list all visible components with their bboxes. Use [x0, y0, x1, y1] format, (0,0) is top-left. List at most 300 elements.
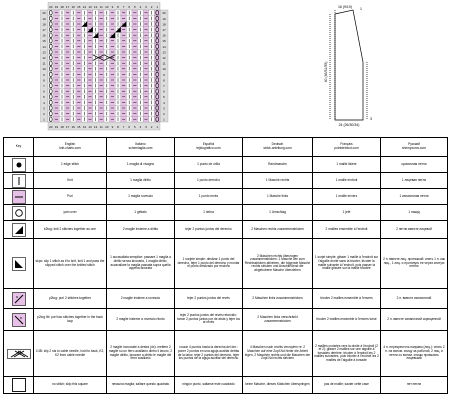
- chart-cell: [154, 72, 160, 78]
- chart-cell: [54, 66, 60, 72]
- chart-cell: [82, 38, 88, 44]
- cell-de: 2 Maschen links zusammenstricken: [243, 289, 313, 309]
- chart-cell: [82, 16, 88, 22]
- cell-ru: 1 накид: [381, 205, 448, 221]
- chart-cell: [93, 105, 99, 111]
- cell-en: C4B: slip 2 sts to cable needle, hold to back, K2, K2 from cable needle: [34, 331, 107, 377]
- col-number-top: 5: [133, 5, 136, 9]
- chart-cell: [143, 32, 149, 38]
- chart-cell: [138, 55, 144, 61]
- chart-cell: [149, 49, 155, 55]
- cell-en: p2tog: purl 2 stitches together: [34, 289, 107, 309]
- chart-cell: [132, 49, 138, 55]
- row-number-right: 3: [163, 106, 165, 111]
- chart-cell: [54, 49, 60, 55]
- chart-cell: [138, 32, 144, 38]
- cell-en: Purl: [34, 189, 107, 205]
- chart-cell: [132, 55, 138, 61]
- chart-cell: [149, 66, 155, 72]
- cell-fr: 1 maille envers: [313, 189, 381, 205]
- header-deutsch: Deutsch strick-anleitung.com: [243, 138, 313, 157]
- cell-it: 2 maglie insieme a diritto: [107, 221, 175, 239]
- chart-cell: [76, 60, 82, 66]
- chart-cell: [138, 10, 144, 16]
- col-number-bottom: 4: [139, 125, 142, 129]
- col-number-bottom: 17: [65, 125, 70, 129]
- cell-fr: 1 jeté: [313, 205, 381, 221]
- chart-cell: [54, 16, 60, 22]
- row-number-left: 7: [43, 84, 45, 88]
- row-number-left: 5: [43, 95, 45, 100]
- chart-cell: [149, 100, 155, 106]
- chart-cell: [54, 21, 60, 27]
- p2tog-icon: [4, 289, 34, 309]
- chart-cell: [70, 21, 76, 27]
- chart-cell: [154, 94, 160, 100]
- chart-cell: [59, 88, 65, 94]
- chart-cell: [104, 27, 110, 33]
- header-english: English knit-charts.com: [34, 138, 107, 157]
- col-number-top: 18: [60, 5, 64, 9]
- chart-cell: [65, 32, 71, 38]
- chart-cell: [126, 16, 132, 22]
- chart-cell: [48, 16, 54, 22]
- chart-cell: [138, 60, 144, 66]
- chart-cell: [149, 38, 155, 44]
- chart-cell: [126, 94, 132, 100]
- chart-cell: [104, 21, 110, 27]
- chart-cell: [104, 88, 110, 94]
- header-espanol: Español tejidografico.com: [175, 138, 243, 157]
- cell-de: keine Masche, dieses Kästchen überspringen: [243, 377, 313, 394]
- chart-cell: [132, 77, 138, 83]
- chart-cell: [59, 111, 65, 117]
- row-number-left: 17: [42, 28, 46, 32]
- chart-cell: [70, 100, 76, 106]
- chart-cell: [115, 105, 121, 111]
- chart-cell: [115, 66, 121, 72]
- chart-cell: [87, 55, 93, 61]
- chart-cell: [70, 111, 76, 117]
- cell-de: 4 Maschen nach rechts verzopfen re: 2 Maschen auf eine Zopf-Nd hinter die Arbeit legen, 2 Maschen rechts und die Maschen der Zopf-Nd rechts stricken: [243, 331, 313, 377]
- col-number-top: 4: [139, 5, 142, 9]
- chart-cell: [54, 27, 60, 33]
- chart-cell: [98, 44, 104, 50]
- chart-cell: [54, 105, 60, 111]
- chart-cell: [126, 66, 132, 72]
- chart-cell: [138, 21, 144, 27]
- chart-cell: [82, 44, 88, 50]
- chart-cell: [59, 100, 65, 106]
- col-number-top: 20: [49, 5, 53, 9]
- col-number-top: 6: [128, 5, 131, 9]
- col-number-top: 15: [77, 5, 81, 9]
- chart-cell: [76, 32, 82, 38]
- chart-cell: [154, 105, 160, 111]
- chart-cell: [104, 72, 110, 78]
- chart-cell: [143, 116, 149, 122]
- chart-cell: [93, 21, 99, 27]
- row-number-right: 12: [162, 56, 166, 60]
- legend-row-purl: [4, 189, 448, 205]
- chart-cell: [70, 55, 76, 61]
- chart-cell: [121, 100, 127, 106]
- chart-cell: [138, 44, 144, 50]
- chart-cell: [48, 100, 54, 106]
- chart-cell: [93, 60, 99, 66]
- chart-cell: [143, 10, 149, 16]
- col-number-bottom: 13: [88, 125, 92, 129]
- cell-ru: 2 п. вместе изнаночной: [381, 289, 448, 309]
- chart-cell: [138, 49, 144, 55]
- chart-cell: [70, 88, 76, 94]
- chart-cell: [126, 44, 132, 50]
- chart-cell: [70, 10, 76, 16]
- chart-cell: [48, 94, 54, 100]
- chart-cell: [154, 66, 160, 72]
- chart-cell: [110, 72, 116, 78]
- chart-cell: [48, 105, 54, 111]
- chart-cell: [87, 10, 93, 16]
- chart-cell: [59, 77, 65, 83]
- chart-cell: [154, 49, 160, 55]
- cell-es: 1 punto de orilla: [175, 157, 243, 173]
- row-number-left: 20: [42, 11, 46, 16]
- chart-cell: [93, 77, 99, 83]
- chart-cell: [121, 49, 127, 55]
- chart-cell: [70, 60, 76, 66]
- chart-cell: [65, 83, 71, 89]
- chart-cell: [70, 94, 76, 100]
- chart-cell: [132, 10, 138, 16]
- cell-en: skpo: slip 1 stitch as if to knit, knit 1 and pass the slipped stitch over the knitted stitch: [34, 239, 107, 289]
- cell-en: p2tog tbl: purl two stitches together in the back loop: [34, 309, 107, 331]
- chart-cell: [87, 100, 93, 106]
- chart-cell: [121, 105, 127, 111]
- chart-cell: [87, 83, 93, 89]
- chart-cell: [59, 55, 65, 61]
- chart-cell: [115, 38, 121, 44]
- chart-cell: [70, 66, 76, 72]
- legend-row-edge: [4, 157, 448, 173]
- cell-ru: нет петли: [381, 377, 448, 394]
- col-number-top: 2: [150, 5, 153, 9]
- schematic-right-label: 1: [360, 7, 362, 11]
- chart-cell: [138, 77, 144, 83]
- cell-de: 1 Umschlag: [243, 205, 313, 221]
- chart-cell: [126, 21, 132, 27]
- skpo-icon: [4, 239, 34, 289]
- chart-cell: [138, 88, 144, 94]
- col-number-bottom: 16: [71, 125, 75, 129]
- chart-cell: [121, 44, 127, 50]
- col-number-bottom: 3: [145, 125, 147, 129]
- chart-cell: [82, 105, 88, 111]
- chart-cell: [48, 111, 54, 117]
- chart-cell: [59, 105, 65, 111]
- chart-cell: [115, 94, 121, 100]
- chart-cell: [132, 27, 138, 33]
- row-number-left: 12: [42, 56, 46, 60]
- chart-cell: [76, 83, 82, 89]
- chart-cell: [126, 49, 132, 55]
- chart-cell: [104, 10, 110, 16]
- row-number-right: 11: [162, 61, 166, 66]
- row-number-right: 13: [162, 50, 166, 55]
- schematic-top-label: 16 (9/19): [337, 5, 353, 9]
- chart-cell: [115, 16, 121, 22]
- chart-cell: [87, 16, 93, 22]
- chart-cell: [59, 21, 65, 27]
- chart-cell: [143, 49, 149, 55]
- chart-cell: [65, 60, 71, 66]
- chart-cell: [110, 44, 116, 50]
- chart-cell: [82, 77, 88, 83]
- chart-cell: [143, 55, 149, 61]
- cell-en: yarn over: [34, 205, 107, 221]
- chart-cell: [132, 88, 138, 94]
- legend-row-skpo: [4, 239, 448, 289]
- col-number-bottom: 9: [111, 125, 114, 129]
- chart-cell: [115, 55, 121, 61]
- chart-cell: [126, 55, 132, 61]
- chart-cell: [65, 55, 71, 61]
- chart-cell: [115, 44, 121, 50]
- chart-cell: [93, 94, 99, 100]
- cell-de: 2 Maschen rechts zusammenstricken: [243, 221, 313, 239]
- chart-cell: [70, 116, 76, 122]
- chart-cell: [149, 77, 155, 83]
- chart-cell: [154, 55, 160, 61]
- chart-cell: [132, 38, 138, 44]
- chart-cell: [87, 72, 93, 78]
- chart-cell: [54, 44, 60, 50]
- cell-it: nessuna maglia; saltare questo quadrato: [107, 377, 175, 394]
- chart-cell: [87, 21, 93, 27]
- chart-cell: [115, 100, 121, 106]
- chart-cell: [98, 55, 104, 61]
- cell-de: 1 Masche rechts: [243, 173, 313, 189]
- cell-de: 1 Masche links: [243, 189, 313, 205]
- chart-cell: [126, 38, 132, 44]
- legend-row-cable: [4, 331, 448, 377]
- chart-cell: [110, 16, 116, 22]
- chart-cell: [154, 88, 160, 94]
- chart-cell: [76, 100, 82, 106]
- col-number-top: 1: [156, 5, 159, 9]
- p2tog-tbl-icon: [4, 309, 34, 331]
- schematic-left-label: 40 (46/51/55): [324, 61, 328, 83]
- chart-cell: [138, 38, 144, 44]
- chart-cell: [132, 16, 138, 22]
- chart-cell: [93, 49, 99, 55]
- chart-cell: [54, 60, 60, 66]
- chart-cell: [54, 32, 60, 38]
- chart-cell: [76, 72, 82, 78]
- chart-cell: [143, 83, 149, 89]
- chart-cell: [149, 44, 155, 50]
- chart-cell: [59, 72, 65, 78]
- col-number-bottom: 19: [54, 125, 59, 129]
- row-number-left: 10: [42, 67, 46, 72]
- chart-cell: [76, 49, 82, 55]
- chart-cell: [149, 32, 155, 38]
- chart-cell: [132, 72, 138, 78]
- chart-cell: [93, 111, 99, 117]
- chart-cell: [93, 38, 99, 44]
- chart-cell: [115, 10, 121, 16]
- cell-it: 1 gettato: [107, 205, 175, 221]
- cable-icon: [4, 331, 34, 377]
- col-number-bottom: 15: [77, 125, 81, 129]
- col-number-top: 13: [88, 5, 92, 9]
- chart-cell: [54, 88, 60, 94]
- chart-cell: [82, 55, 88, 61]
- chart-cell: [104, 111, 110, 117]
- header-russian: Русский shemyzorov.com: [381, 138, 448, 157]
- chart-cell: [149, 83, 155, 89]
- chart-cell: [126, 111, 132, 117]
- cell-ru: 1 лицевая петля: [381, 173, 448, 189]
- schematic-side-label: 3: [370, 117, 372, 121]
- chart-cell: [65, 16, 71, 22]
- chart-cell: [48, 60, 54, 66]
- col-number-top: 19: [54, 5, 59, 9]
- chart-cell: [87, 116, 93, 122]
- schematic-outline: [335, 10, 363, 120]
- chart-cell: [87, 66, 93, 72]
- chart-cell: [132, 116, 138, 122]
- chart-cell: [154, 60, 160, 66]
- chart-cell: [121, 111, 127, 117]
- cell-es: cruzar 4 puntos hacia la derecha del der.: poner 2 puntos en una aguja auxiliar detrás de la labor, tejer 2 puntos del derecho, tejer los puntos de la aguja auxiliar del derecho: [175, 331, 243, 377]
- chart-cell: [98, 66, 104, 72]
- row-number-left: 2: [43, 112, 45, 116]
- cell-it: 2 maglie incrociate a destra (dx): mettere 2 maglie su un ferro ausiliario dietro il lavoro, 2 maglie diritto, lavorare a diritto le maglie del ferro ausiliario: [107, 331, 175, 377]
- row-number-left: 4: [43, 100, 45, 105]
- cell-it: 1 maglia rovescio: [107, 189, 175, 205]
- col-number-top: 11: [99, 5, 103, 9]
- row-number-right: 15: [162, 39, 166, 44]
- chart-cell: [59, 60, 65, 66]
- chart-cell: [82, 111, 88, 117]
- cell-fr: tricoter 2 mailles ensemble à l'envers: [313, 289, 381, 309]
- cell-en: no stitch; skip this square: [34, 377, 107, 394]
- chart-cell: [110, 100, 116, 106]
- cell-it: 1 accavallata semplice: passare 1 maglia a diritto senza lavorarla, 1 maglia diritto, accavallare la maglia passata sopra quella appena lavorata: [107, 239, 175, 289]
- row-number-left: 14: [42, 44, 46, 49]
- stitch-legend-table: [3, 137, 448, 394]
- chart-cell: [149, 105, 155, 111]
- chart-cell: [54, 77, 60, 83]
- chart-cell: [76, 94, 82, 100]
- chart-cell: [87, 49, 93, 55]
- chart-cell: [93, 100, 99, 106]
- row-number-right: 20: [162, 11, 166, 16]
- chart-cell: [54, 83, 60, 89]
- chart-cell: [154, 16, 160, 22]
- chart-cell: [54, 10, 60, 16]
- chart-cell: [149, 94, 155, 100]
- chart-cell: [143, 27, 149, 33]
- chart-cell: [54, 100, 60, 106]
- chart-cell: [138, 66, 144, 72]
- chart-cell: [93, 27, 99, 33]
- cell-es: 1 surjete simple: deslizar 1 punto del derecho, tejer 1 punto del derecho y montar el punto deslizado por encima: [175, 239, 243, 289]
- chart-cell: [115, 32, 121, 38]
- chart-cell: [132, 21, 138, 27]
- chart-cell: [126, 83, 132, 89]
- col-number-top: 16: [71, 5, 75, 9]
- chart-cell: [48, 72, 54, 78]
- chart-cell: [98, 105, 104, 111]
- col-number-bottom: 8: [117, 125, 119, 129]
- chart-cell: [121, 116, 127, 122]
- cell-fr: 1 maille endroit: [313, 173, 381, 189]
- chart-cell: [59, 16, 65, 22]
- cell-de: 2 Maschen links verschränkt zusammenstricken: [243, 309, 313, 331]
- chart-cell: [132, 105, 138, 111]
- chart-cell: [48, 32, 54, 38]
- chart-cell: [54, 111, 60, 117]
- chart-cell: [149, 72, 155, 78]
- chart-cell: [104, 94, 110, 100]
- chart-cell: [65, 116, 71, 122]
- cell-es: 1 punto revés: [175, 189, 243, 205]
- cell-es: ningún punto, saltarse este cuadrado: [175, 377, 243, 394]
- chart-cell: [138, 111, 144, 117]
- chart-cell: [65, 88, 71, 94]
- chart-cell: [48, 55, 54, 61]
- chart-cell: [59, 10, 65, 16]
- col-number-top: 14: [82, 5, 87, 9]
- chart-cell: [154, 100, 160, 106]
- chart-cell: [76, 116, 82, 122]
- chart-cell: [65, 27, 71, 33]
- chart-cell: [149, 88, 155, 94]
- chart-cell: [115, 49, 121, 55]
- col-number-top: 8: [117, 5, 119, 9]
- row-number-left: 13: [42, 50, 46, 55]
- chart-cell: [154, 38, 160, 44]
- chart-cell: [121, 83, 127, 89]
- chart-cell: [76, 21, 82, 27]
- chart-cell: [126, 77, 132, 83]
- cell-fr: tricoter 2 mailles ensemble à l'envers torse: [313, 309, 381, 331]
- chart-cell: [104, 32, 110, 38]
- chart-cell: [76, 111, 82, 117]
- chart-cell: [121, 55, 127, 61]
- cell-es: tejer 2 puntos juntos del revés: [175, 289, 243, 309]
- row-number-right: 8: [163, 78, 165, 83]
- chart-cell: [48, 83, 54, 89]
- header-italiano: Italiano schemiaglia.com: [107, 138, 175, 157]
- chart-cell: [143, 111, 149, 117]
- chart-cell: [110, 77, 116, 83]
- chart-cell: [48, 10, 54, 16]
- chart-cell: [154, 21, 160, 27]
- col-number-bottom: 18: [60, 125, 64, 129]
- cell-ru: 1 изнаночная петля: [381, 189, 448, 205]
- chart-cell: [82, 72, 88, 78]
- chart-cell: [149, 116, 155, 122]
- chart-cell: [104, 49, 110, 55]
- chart-cell: [143, 72, 149, 78]
- chart-cell: [48, 44, 54, 50]
- chart-cell: [54, 72, 60, 78]
- chart-cell: [126, 72, 132, 78]
- legend-row-no-stitch: [4, 377, 448, 394]
